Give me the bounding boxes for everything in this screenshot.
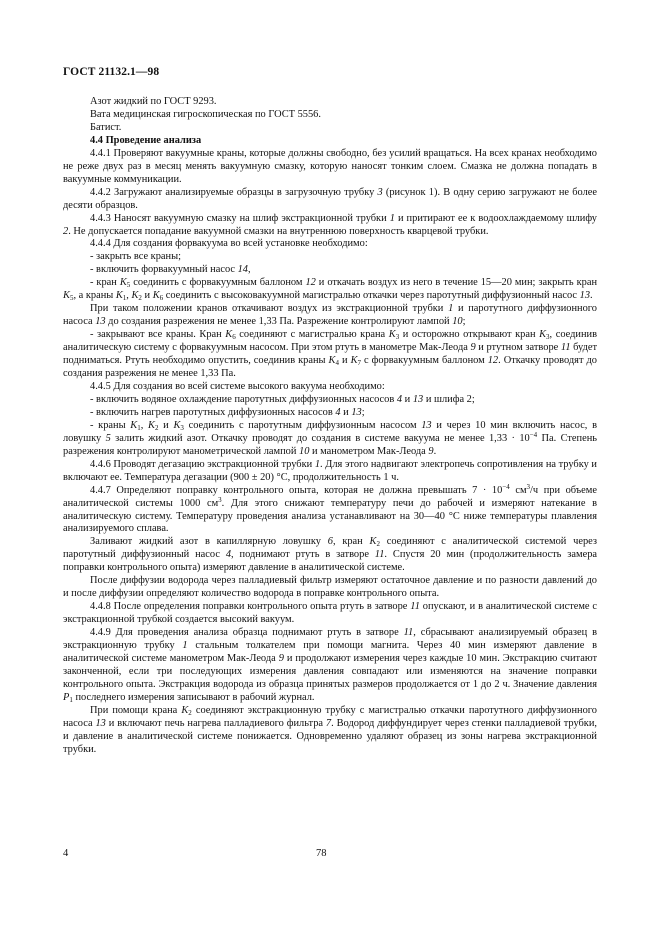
list-item: - включить водяное охлаждение паротутных диффузионных насосов 4 и 13 и шлифа 2; bbox=[90, 393, 475, 405]
material-line: Батист. bbox=[90, 121, 122, 133]
paragraph: 4.4.8 После определения поправки контрольного опыта ртуть в затворе 11 опускают, и в аналитической системе с экстракционной трубкой создается высокий вакуум. bbox=[63, 601, 597, 626]
material-line: Вата медицинская гигроскопическая по ГОСТ 5556. bbox=[90, 108, 321, 120]
paragraph: 4.4.1 Проверяют вакуумные краны, которые должны свободно, без усилий вращаться. На всех кранах необходимо не реже двух раз в месяц менять вакуумную смазку, которую наносят тонким слоем. Смазка не должна попадать в вакуумные коммуникации. bbox=[63, 147, 597, 185]
material-line: Азот жидкий по ГОСТ 9293. bbox=[90, 96, 217, 107]
list-item: - включить форвакуумный насос 14, bbox=[90, 264, 251, 276]
list-item: - закрыть все краны; bbox=[90, 251, 181, 263]
paragraph: После диффузии водорода через палладиевый фильтр измеряют остаточное давление и по разности давлений до и после диффузии определяют количество водорода в поправке контрольного опыта. bbox=[63, 575, 597, 600]
paragraph: При таком положении кранов откачивают воздух из экстракционной трубки 1 и паротутного диффузионного насоса 13 до создания разрежения не менее 1,33 Па. Разрежение контролируют лампой 10; bbox=[63, 303, 597, 328]
paragraph: 4.4.5 Для создания во всей системе высокого вакуума необходимо: bbox=[90, 380, 385, 392]
list-item: - кран $K_5$ соединить с форвакуумным баллоном 12 и откачать воздух из него в течение 15—20 мин; закрыть кран $K_5$, а краны $K_1$, $K_2$ и $K_6$ соединить с высоковакуумной магистралью откачки через паротутный диффузионный насос 13. bbox=[63, 277, 598, 303]
paragraph: 4.4.9 Для проведения анализа образца поднимают ртуть в затворе 11, сбрасывают анализируемый образец в экстракционную трубку 1 стальным толкателем при помощи магнита. Через 40 мин измеряют давление в аналитической системе манометром Мак-Леода 9 и продолжают измерения через каждые 10 мин. Экстракцию считают законченной, если три последующих измерения давления совпадают или изменяются на значение поправки контрольного опыта. Экстракция водорода из образца принятых размеров продолжается от 1 до 2 ч. Значение давления $P_1$ последнего измерения записывают в рабочий журнал. bbox=[63, 627, 597, 704]
paragraph: 4.4.2 Загружают анализируемые образцы в загрузочную трубку 3 (рисунок 1). В одну серию загружают не более десяти образцов. bbox=[63, 186, 597, 211]
paragraph: Заливают жидкий азот в капиллярную ловушку 6, кран $K_2$ соединяют с аналитической системой через паротутный диффузионный насос 4, поднимают ртуть в затворе 11. Спустя 20 мин (продолжительность замера поправки контрольного опыта) измеряют давление в аналитической системе. bbox=[63, 536, 598, 574]
paragraph: При помощи крана $K_2$ соединяют экстракционную трубку с магистралью откачки паротутного диффузионного насоса 13 и включают печь нагрева палладиевого фильтра 7. Водород диффундирует через стенки палладиевой трубки, и давление в аналитической системе понижается. Одновременно удаляют образец из зоны нагрева экстракционной трубки. bbox=[63, 704, 598, 755]
list-item: - краны $K_1$, $K_2$ и $K_3$ соединить с паротутным диффузионным насосом 13 и через 10 мин включить насос, в ловушку 5 залить жидкий азот. Откачку проводят до создания в системе вакуума не менее $1,33 \cdot 10^{-4}$ Па. Степень разрежения контролируют манометрической лампой 10 и манометром Мак-Леода 9. bbox=[63, 419, 598, 457]
page-number-center: 78 bbox=[316, 848, 327, 859]
paragraph: 4.4.3 Наносят вакуумную смазку на шлиф экстракционной трубки 1 и притирают ее к водоохлаждаемому шлифу 2. Не допускается попадание вакуумной смазки на внутреннюю поверхность кварцевой трубки. bbox=[63, 212, 598, 237]
page-number-left: 4 bbox=[63, 848, 69, 859]
list-item: - закрывают все краны. Кран $K_6$ соединяют с магистралью крана $K_3$ и осторожно открывают кран $K_3$, соединив аналитическую систему с форвакуумным насосом. При этом ртуть в манометре Мак-Леода 9 и ртутном затворе 11 будет подниматься. Ртуть необходимо опустить, соединив краны $K_4$ и $K_7$ с форвакуумным баллоном 12. Откачку проводят до создания разрежения не менее 1,33 Па. bbox=[63, 329, 598, 380]
list-item: - включить нагрев паротутных диффузионных насосов 4 и 13; bbox=[90, 406, 365, 418]
section-title: 4.4 Проведение анализа bbox=[90, 134, 202, 146]
paragraph: 4.4.6 Проводят дегазацию экстракционной трубки 1. Для этого надвигают электропечь сопротивления на трубку и включают ее. Температура дегазации (900 ± 20) °С, продолжительность 1 ч. bbox=[63, 458, 597, 483]
paragraph: 4.4.4 Для создания форвакуума во всей установке необходимо: bbox=[90, 238, 368, 250]
document-body bbox=[63, 96, 597, 757]
paragraph: 4.4.7 Определяют поправку контрольного опыта, которая не должна превышать $7 \cdot 10^{-4}$ $см^3/ч$ при объеме аналитической системы 1000 $см^3$. Для этого снижают температуру печи до рабочей и измеряют натекание в аналитическую систему. Температуру проведения анализа устанавливают на 30—40 °С ниже температуры плавления анализируемого сплава. bbox=[63, 482, 597, 535]
document-header-code: ГОСТ 21132.1—98 bbox=[63, 66, 160, 78]
